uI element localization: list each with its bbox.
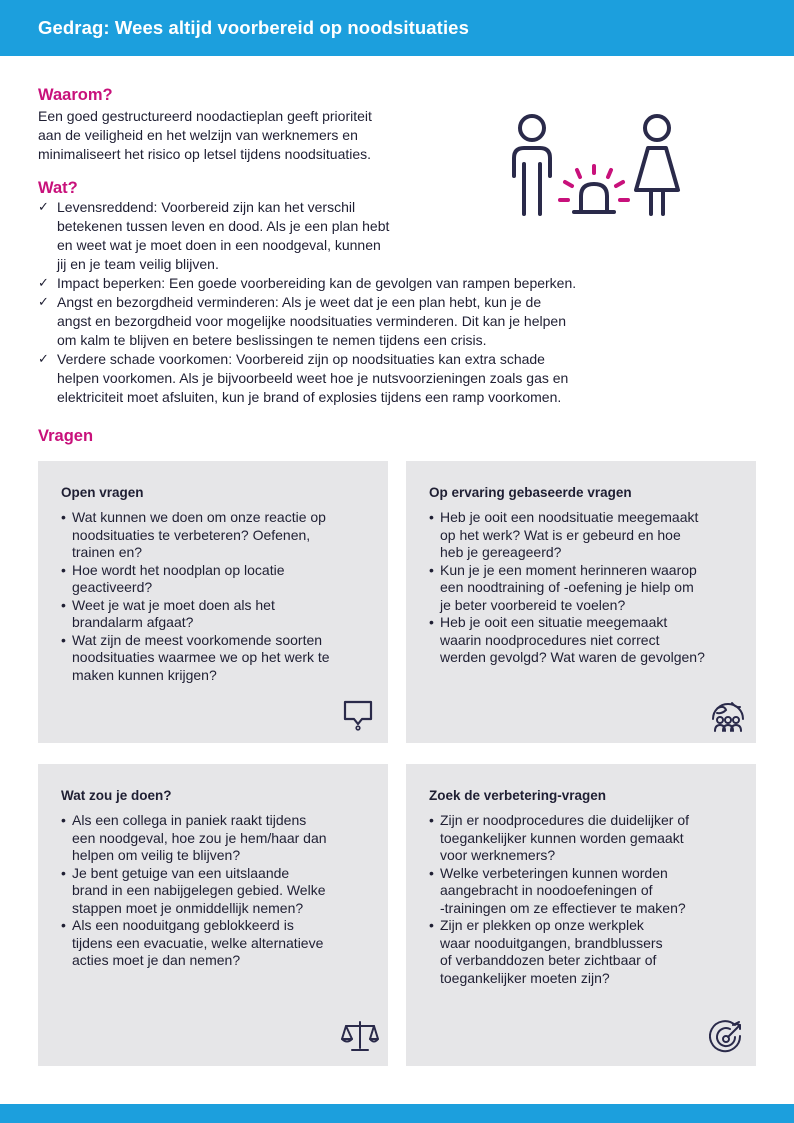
question-line: • Zijn er plekken op onze werkplek: [440, 917, 644, 933]
question-line: toegankelijker moeten zijn?: [440, 969, 610, 986]
question-line: • Als een nooduitgang geblokkeerd is: [72, 917, 294, 933]
waarom-text: [38, 107, 372, 164]
waarom-line: minimaliseert het risico op letsel tijdens noodsituaties.: [38, 146, 372, 162]
wat-item: [38, 293, 576, 350]
card-wat-zou-je-doen: [38, 764, 388, 1066]
speech-bubble-icon: [341, 697, 375, 731]
question-line: • Hoe wordt het noodplan op locatie: [72, 561, 285, 578]
question-line: • Zijn er noodprocedures die duidelijker of: [440, 812, 690, 828]
wat-item-line: om kalm te blijven en betere beslissingen te nemen tijdens een crisis.: [57, 332, 487, 348]
card-title: Zoek de verbetering-vragen: [429, 788, 607, 803]
question-line: waar nooduitgangen, brandblussers: [440, 934, 663, 951]
question-line: geactiveerd?: [72, 579, 153, 595]
emergency-people-illustration: [502, 108, 692, 224]
wat-item-line: ✓ Angst en bezorgdheid verminderen: Als je weet dat je een plan hebt, kun je de: [57, 294, 542, 310]
question-line: waarin noodprocedures niet correct: [440, 631, 660, 648]
wat-item-line: helpen voorkomen. Als je bijvoorbeeld weet hoe je nutsvoorzieningen zoals gas en: [57, 370, 569, 386]
wat-heading: Wat?: [38, 179, 78, 197]
question-line: noodsituaties waarmee we op het werk te: [72, 649, 330, 665]
wat-item: [38, 198, 576, 274]
question-line: maken kunnen krijgen?: [72, 666, 217, 683]
card-question-list: [429, 812, 689, 987]
question-item: [61, 597, 330, 632]
question-line: toegankelijker kunnen worden gemaakt: [440, 829, 684, 846]
wat-item: [38, 274, 576, 293]
target-icon: [709, 1019, 745, 1055]
question-line: aangebracht in noodoefeningen of: [440, 882, 653, 898]
card-question-list: [61, 509, 330, 684]
wat-item-line: elektriciteit moet afsluiten, kun je brand of explosies tijdens een ramp voorkomen.: [57, 389, 562, 405]
card-title: Wat zou je doen?: [61, 788, 172, 803]
wat-item-line: ✓ Verdere schade voorkomen: Voorbereid zijn op noodsituaties kan extra schade: [57, 351, 545, 367]
question-item: [61, 632, 330, 685]
question-item: [429, 509, 705, 562]
card-question-list: [61, 812, 327, 970]
question-item: [429, 865, 689, 918]
question-line: • Je bent getuige van een uitslaande: [72, 864, 290, 881]
scales-icon: [341, 1018, 379, 1054]
question-line: tijdens een evacuatie, welke alternatieve: [72, 934, 324, 951]
card-open-vragen: [38, 461, 388, 743]
question-line: op het werk? Wat is er gebeurd en hoe: [440, 526, 681, 543]
wat-item: [38, 350, 576, 407]
card-verbetering-vragen: [406, 764, 756, 1066]
wat-item-line: betekenen tussen leven en dood. Als je een plan hebt: [57, 218, 390, 234]
waarom-line: Een goed gestructureerd noodactieplan geeft prioriteit: [38, 108, 372, 124]
question-line: • Wat kunnen we doen om onze reactie op: [72, 509, 326, 525]
question-line: • Welke verbeteringen kunnen worden: [440, 864, 668, 881]
question-line: • Kun je je een moment herinneren waarop: [440, 561, 697, 578]
question-line: je beter voorbereid te voelen?: [440, 596, 626, 613]
wat-list: [38, 198, 576, 407]
question-line: heb je gereageerd?: [440, 544, 562, 560]
waarom-line: aan de veiligheid en het welzijn van werknemers en: [38, 127, 358, 143]
question-item: [429, 614, 705, 667]
question-line: brandalarm afgaat?: [72, 614, 194, 630]
question-item: [429, 562, 705, 615]
question-line: voor werknemers?: [440, 847, 556, 863]
header-bar: [0, 0, 794, 56]
question-item: [61, 509, 330, 562]
question-line: • Weet je wat je moet doen als het: [72, 596, 275, 613]
question-line: • Wat zijn de meest voorkomende soorten: [72, 631, 323, 648]
question-item: [429, 917, 689, 987]
card-title: Op ervaring gebaseerde vragen: [429, 485, 632, 500]
card-ervaring-vragen: [406, 461, 756, 743]
wat-item-line: ✓ Levensreddend: Voorbereid zijn kan het verschil: [57, 199, 356, 215]
card-title: Open vragen: [61, 485, 144, 500]
question-line: trainen en?: [72, 544, 143, 560]
waarom-heading: Waarom?: [38, 86, 113, 104]
question-line: stappen moet je onmiddellijk nemen?: [72, 899, 304, 916]
vragen-heading: Vragen: [38, 427, 94, 445]
question-line: noodsituaties te verbeteren? Oefenen,: [72, 526, 311, 543]
wat-item-line: ✓ Impact beperken: Een goede voorbereiding kan de gevolgen van rampen beperken.: [57, 275, 577, 291]
question-line: acties moet je dan nemen?: [72, 952, 241, 968]
wat-item-line: jij en je team veilig blijven.: [57, 256, 219, 272]
question-line: • Heb je ooit een situatie meegemaakt: [440, 614, 668, 630]
page-title: Gedrag: Wees altijd voorbereid op noodsituaties: [38, 17, 469, 38]
globe-people-icon: [708, 695, 748, 735]
question-item: [61, 812, 327, 865]
question-line: een noodtraining of -oefening je hielp om: [440, 579, 694, 595]
question-line: • Heb je ooit een noodsituatie meegemaakt: [440, 509, 699, 525]
question-item: [429, 812, 689, 865]
question-item: [61, 562, 330, 597]
wat-item-line: angst en bezorgdheid voor mogelijke noodsituaties verminderen. Dit kan je helpen: [57, 313, 566, 329]
question-line: -trainingen om ze effectiever te maken?: [440, 899, 686, 916]
question-line: werden gevolgd? Wat waren de gevolgen?: [440, 649, 705, 665]
question-line: of verbanddozen beter zichtbaar of: [440, 952, 657, 968]
question-item: [61, 917, 327, 970]
question-line: • Als een collega in paniek raakt tijdens: [72, 812, 307, 828]
question-line: brand in een nabijgelegen gebied. Welke: [72, 882, 326, 898]
footer-bar: [0, 1104, 794, 1123]
question-line: een noodgeval, hoe zou je hem/haar dan: [72, 829, 327, 846]
question-line: helpen om veilig te blijven?: [72, 847, 241, 863]
card-question-list: [429, 509, 705, 667]
wat-item-line: en weet wat je moet doen in een noodgeval, kunnen: [57, 237, 381, 253]
question-item: [61, 865, 327, 918]
man-head-icon: [520, 116, 544, 140]
